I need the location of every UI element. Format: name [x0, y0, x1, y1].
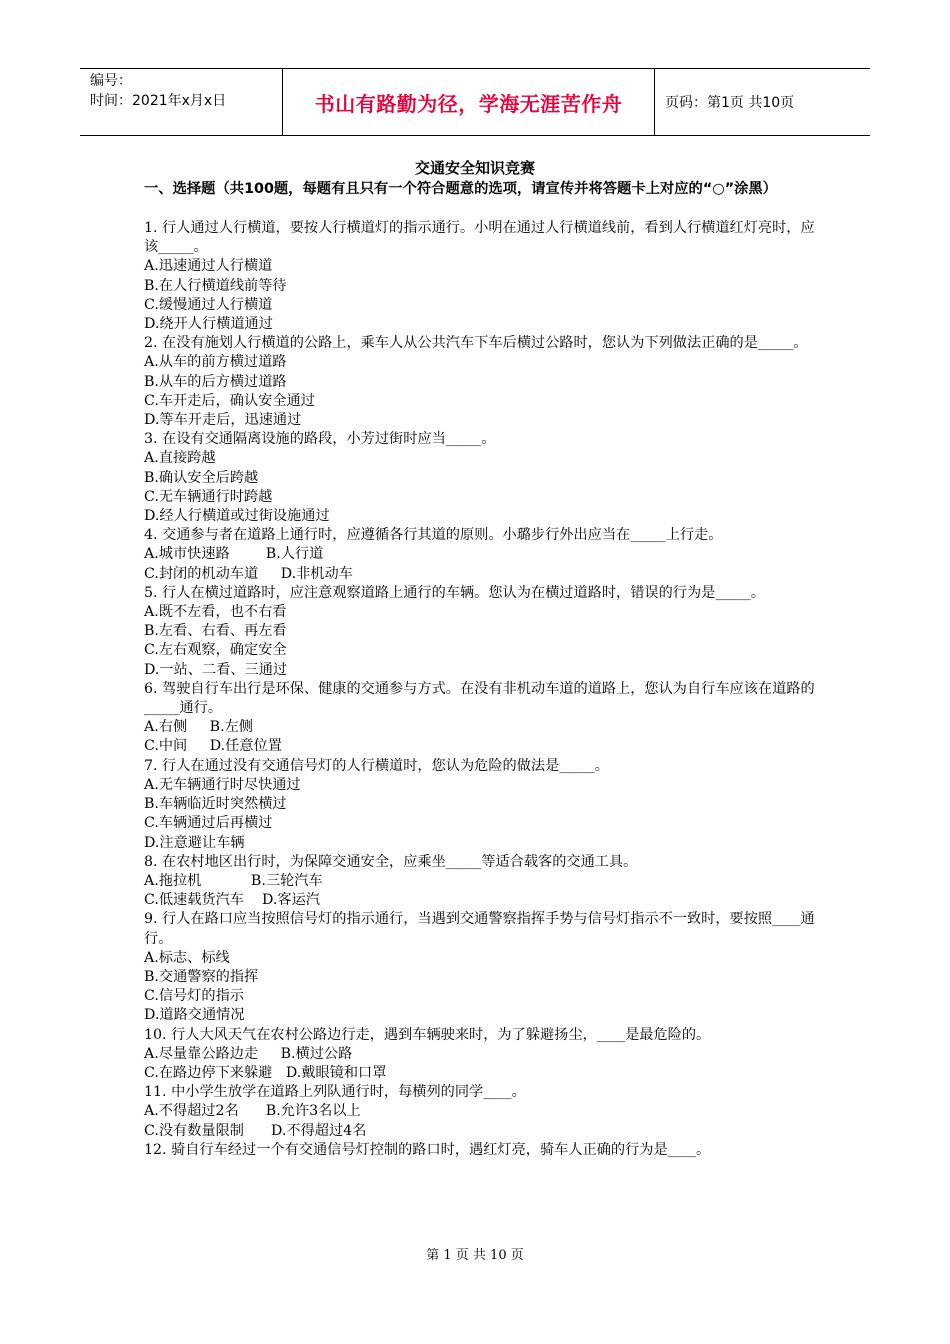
answer-option: A.标志、标线 — [144, 949, 230, 966]
answer-option: B.左看、右看、再左看 — [144, 623, 287, 640]
answer-option: D.一站、二看、三通过 — [144, 661, 288, 678]
answer-option: D.注意避让车辆 — [144, 834, 245, 851]
answer-option: D.等车开走后，迅速通过 — [144, 412, 302, 429]
answer-option: A.拖拉机 B.三轮汽车 — [144, 872, 323, 889]
answer-option: D.道路交通情况 — [144, 1007, 245, 1024]
answer-option: B.车辆临近时突然横过 — [144, 796, 287, 813]
question-stem: 4. 交通参与者在道路上通行时，应遵循各行其道的原则。小璐步行外出应当在_____上行走。 — [144, 527, 723, 544]
document-title: 交通安全知识竞赛 — [414, 159, 535, 177]
question-item — [144, 1026, 816, 1084]
answer-option: D.经人行横道或过街设施通过 — [144, 508, 330, 525]
answer-option: C.封闭的机动车道 D.非机动车 — [144, 565, 353, 582]
answer-option: A.迅速通过人行横道 — [144, 258, 273, 275]
answer-option: A.尽量靠公路边走 B.横过公路 — [144, 1045, 353, 1062]
question-item — [144, 853, 816, 911]
answer-option: C.没有数量限制 D.不得超过4名 — [144, 1122, 367, 1139]
section-heading: 一、选择题（共100题，每题有且只有一个符合题意的选项，请宣传并将答题卡上对应的“○”涂黑） — [144, 181, 777, 197]
question-list — [144, 219, 816, 1160]
question-item — [144, 334, 816, 430]
answer-option: C.无车辆通行时跨越 — [144, 488, 273, 505]
answer-option: C.车辆通过后再横过 — [144, 815, 273, 832]
question-item — [144, 1141, 816, 1160]
answer-option: B.确认安全后跨越 — [144, 469, 259, 486]
question-stem: 11. 中小学生放学在道路上列队通行时，每横列的同学____。 — [144, 1084, 526, 1101]
answer-option: C.车开走后，确认安全通过 — [144, 392, 315, 409]
question-stem: 7. 行人在通过没有交通信号灯的人行横道时，您认为危险的做法是_____。 — [144, 757, 609, 774]
question-item — [144, 680, 816, 757]
question-stem: 3. 在设有交通隔离设施的路段，小芳过街时应当_____。 — [144, 431, 496, 448]
answer-option: A.城市快速路 B.人行道 — [144, 546, 324, 563]
question-stem: 1. 行人通过人行横道，要按人行横道灯的指示通行。小明在通过人行横道线前，看到人行横道红灯亮时，应该_____。 — [144, 220, 815, 256]
answer-option: B.交通警察的指挥 — [144, 968, 259, 985]
answer-option: A.无车辆通行时尽快通过 — [144, 776, 301, 793]
answer-option: A.不得超过2名 B.允许3名以上 — [144, 1103, 361, 1120]
question-stem: 5. 行人在横过道路时，应注意观察道路上通行的车辆。您认为在横过道路时，错误的行为是_____。 — [144, 584, 766, 601]
page-info: 页码：第1页 共10页 — [665, 95, 795, 111]
page-footer: 第 1 页 共 10 页 — [426, 1248, 524, 1263]
answer-option: B.从车的后方横过道路 — [144, 373, 287, 390]
answer-option: B.在人行横道线前等待 — [144, 277, 287, 294]
answer-option: A.既不左看，也不右看 — [144, 604, 287, 621]
answer-option: C.中间 D.任意位置 — [144, 738, 282, 755]
header-page-cell — [655, 69, 870, 135]
question-stem: 2. 在没有施划人行横道的公路上，乘车人从公共汽车下车后横过公路时，您认为下列做法正确的是_____。 — [144, 335, 808, 352]
answer-option: A.直接跨越 — [144, 450, 216, 467]
number-label: 编号： — [90, 73, 132, 89]
answer-option: D.绕开人行横道通过 — [144, 316, 273, 333]
question-item — [144, 526, 816, 584]
question-item — [144, 757, 816, 853]
question-stem: 12. 骑自行车经过一个有交通信号灯控制的路口时，遇红灯亮，骑车人正确的行为是____。 — [144, 1141, 711, 1158]
question-stem: 9. 行人在路口应当按照信号灯的指示通行，当遇到交通警察指挥手势与信号灯指示不一致时，要按照____通行。 — [144, 911, 815, 947]
header-motto-cell — [283, 69, 655, 135]
answer-option: C.缓慢通过人行横道 — [144, 296, 273, 313]
answer-option: C.信号灯的指示 — [144, 988, 244, 1005]
question-item — [144, 430, 816, 526]
answer-option: C.在路边停下来躲避 D.戴眼镜和口罩 — [144, 1064, 387, 1081]
date-label: 时间：2021年x月x日 — [90, 93, 227, 109]
answer-option: A.右侧 B.左侧 — [144, 719, 253, 736]
question-item — [144, 1083, 816, 1141]
answer-option: C.低速载货汽车 D.客运汽 — [144, 892, 320, 909]
answer-option: A.从车的前方横过道路 — [144, 354, 287, 371]
question-item — [144, 219, 816, 334]
question-item — [144, 910, 816, 1025]
question-item — [144, 584, 816, 680]
answer-option: C.左右观察，确定安全 — [144, 642, 287, 659]
question-stem: 8. 在农村地区出行时，为保障交通安全，应乘坐_____等适合载客的交通工具。 — [144, 853, 638, 870]
question-stem: 10. 行人大风天气在农村公路边行走，遇到车辆驶来时，为了躲避扬尘，____是最危险的。 — [144, 1026, 711, 1043]
motto-text: 书山有路勤为径，学海无涯苦作舟 — [314, 91, 623, 116]
header-table — [80, 68, 870, 136]
header-meta-cell — [80, 69, 283, 135]
question-stem: 6. 驾驶自行车出行是环保、健康的交通参与方式。在没有非机动车道的道路上，您认为自行车应该在道路的_____通行。 — [144, 680, 815, 717]
